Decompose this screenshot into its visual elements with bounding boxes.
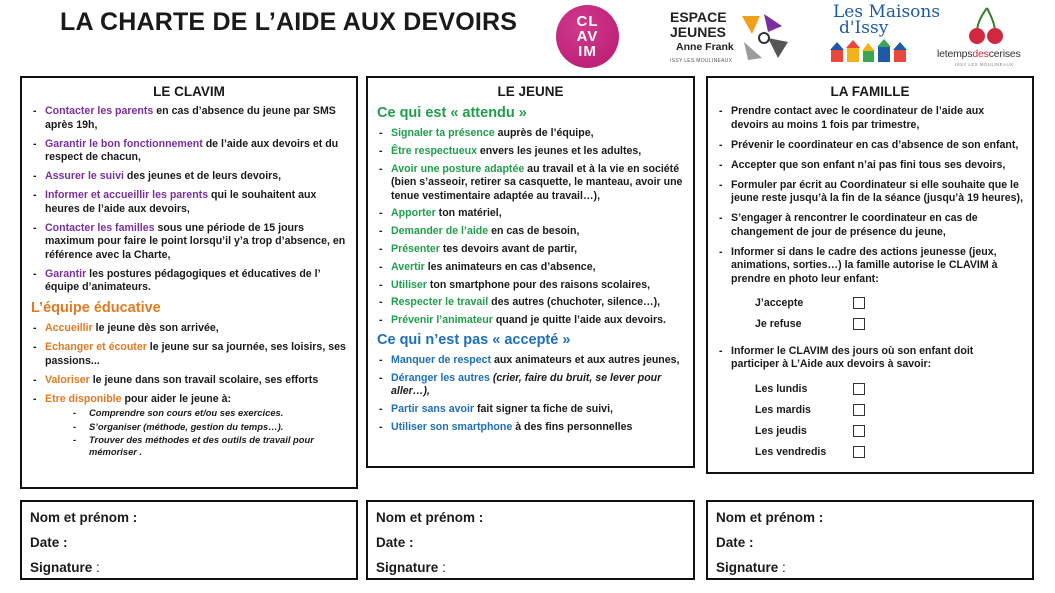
logo-text: ESPACE <box>670 9 727 25</box>
famille-panel <box>706 76 1034 474</box>
clavim-list <box>22 105 356 295</box>
list-item: - Manquer de respect aux animateurs et aux autres jeunes, <box>379 353 680 366</box>
list-item: - Etre disponible pour aider le jeune à: - Comprendre son cours et/ou ses exercices. - S’organiser (méthode, gestion du temps…). - Trouver des méthodes et des outils de travail pour mémoriser . <box>33 393 348 458</box>
list-item: - Signaler ta présence auprès de l’équipe, <box>379 127 594 139</box>
list-item: - Formuler par écrit au Coordinateur si elle souhaite que le jeune reste jusqu’à la fin de la séance (jusqu’à 19 heures), <box>719 178 1024 204</box>
list-item: - Garantir les postures pédagogiques et éducatives de l’ équipe d’animateurs. <box>33 267 320 293</box>
list-item: - Contacter les familles sous une période de 15 jours maximum pour faire le point lorsqu’il y’a trop d’absence, en référence avec la Charte, <box>33 221 346 261</box>
list-item: - Présenter tes devoirs avant de partir, <box>379 242 578 255</box>
nom-prenom-field[interactable]: Nom et prénom : <box>716 510 824 525</box>
list-item: - Informer si dans le cadre des actions jeunesse (jeux, animations, sorties…) la famille autorise le CLAVIM à prendre en photo leur enfant: <box>719 245 998 285</box>
list-item: - Prendre contact avec le coordinateur de l’aide aux devoirs au moins 1 fois par trimestre, <box>719 105 985 131</box>
clavim-panel <box>20 76 358 489</box>
list-item: - Respecter le travail des autres (chuchoter, silence…), <box>379 296 661 309</box>
list-item: - Echanger et écouter le jeune sur sa journée, ses loisirs, ses passions... <box>33 341 346 367</box>
nom-prenom-field[interactable]: Nom et prénom : <box>30 510 138 525</box>
jours-list <box>708 345 1032 372</box>
option-label: Les vendredis <box>755 445 827 458</box>
list-item: - Prévenir l’animateur quand je quitte l’aide aux devoirs. <box>379 314 666 327</box>
logo-text: ISSY LES MOULINEAUX <box>670 58 733 64</box>
signature-field[interactable]: Signature : <box>30 560 100 575</box>
signature-box-clavim <box>20 500 358 580</box>
option-lundis <box>708 378 1032 399</box>
option-label: Les lundis <box>755 382 808 395</box>
logo-text: letempsdescerises <box>937 48 1021 60</box>
houses-icon <box>829 38 911 66</box>
attendu-title: Ce qui est « attendu » <box>377 105 527 121</box>
signature-box-jeune <box>366 500 695 580</box>
list-item: - Avertir les animateurs en cas d’absence, <box>379 260 596 273</box>
temps-des-cerises-logo <box>937 4 1047 68</box>
panel-header: LA FAMILLE <box>830 84 910 99</box>
option-label: Je refuse <box>755 318 802 330</box>
clavim-logo <box>556 5 619 68</box>
list-item: - Prévenir le coordinateur en cas d’absence de son enfant, <box>719 138 1019 151</box>
sub-item: - Trouver des méthodes et des outils de travail pour mémoriser . <box>73 434 314 457</box>
attendu-list <box>368 127 693 328</box>
arrows-icon <box>738 12 792 62</box>
option-refuse <box>708 314 1032 335</box>
mardis-checkbox[interactable] <box>853 404 865 416</box>
list-item: - Demander de l’aide en cas de besoin, <box>379 225 580 238</box>
option-label: J’accepte <box>755 297 804 309</box>
logo-text: JEUNES <box>670 24 727 40</box>
list-item: - Garantir le bon fonctionnement de l’aide aux devoirs et du respect de chacun, <box>33 137 339 163</box>
page-title: LA CHARTE DE L’AIDE AUX DEVOIRS <box>60 8 518 36</box>
logo-text: AV <box>576 28 599 45</box>
list-item: - Informer et accueillir les parents qui le souhaitent aux heures de l’aide aux devoirs, <box>33 189 317 215</box>
list-item: - S’engager à rencontrer le coordinateur en cas de changement de jour de présence du jeune, <box>719 212 978 238</box>
list-item: - Avoir une posture adaptée au travail et à la vie en société (bien s’asseoir, retirer sa casquette, le manteau, avoir une tenue vestimentaire adaptée au travail…), <box>379 162 683 202</box>
signature-field[interactable]: Signature : <box>716 560 786 575</box>
maisons-issy-logo <box>829 2 941 66</box>
list-item: - Accepter que son enfant n’ai pas fini tous ses devoirs, <box>719 158 1006 171</box>
list-item: - Utiliser son smartphone à des fins personnelles <box>379 420 633 433</box>
list-item: - Partir sans avoir fait signer ta fiche de suivi, <box>379 403 613 416</box>
logo-text: d'Issy <box>839 18 889 38</box>
panel-header: LE CLAVIM <box>153 84 225 99</box>
equipe-title: L’équipe éducative <box>31 300 161 316</box>
list-item: - Être respectueux envers les jeunes et les adultes, <box>379 144 642 157</box>
logo-text: Les Maisons <box>833 2 941 22</box>
equipe-list <box>22 322 356 457</box>
list-item: - Accueillir le jeune dès son arrivée, <box>33 322 219 334</box>
jeune-panel <box>366 76 695 468</box>
option-mardis <box>708 399 1032 420</box>
nom-prenom-field[interactable]: Nom et prénom : <box>376 510 484 525</box>
option-jeudis <box>708 420 1032 441</box>
list-item: - Valoriser le jeune dans son travail scolaire, ses efforts <box>33 373 319 386</box>
option-label: Les jeudis <box>755 424 807 437</box>
list-item: - Utiliser ton smartphone pour des raisons scolaires, <box>379 278 651 291</box>
sub-item: - Comprendre son cours et/ou ses exercices. <box>73 407 284 418</box>
signature-field[interactable]: Signature : <box>376 560 446 575</box>
refuse-checkbox[interactable] <box>853 318 865 330</box>
accepte-list <box>368 354 693 434</box>
sub-item: - S’organiser (méthode, gestion du temps…). <box>73 420 284 432</box>
option-accepte <box>708 293 1032 314</box>
espace-jeunes-logo <box>670 8 795 66</box>
jeudis-checkbox[interactable] <box>853 425 865 437</box>
list-item: - Assurer le suivi des jeunes et de leurs devoirs, <box>33 170 282 182</box>
list-item: - Contacter les parents en cas d’absence du jeune par SMS après 19h, <box>33 105 336 131</box>
panel-header: LE JEUNE <box>497 84 564 99</box>
cherries-icon <box>965 4 1009 46</box>
sub-list <box>45 407 348 457</box>
list-item: - Informer le CLAVIM des jours où son enfant doit participer à L’Aide aux devoirs à savoir: <box>719 344 974 370</box>
date-field[interactable]: Date : <box>376 535 414 550</box>
famille-list <box>708 105 1032 286</box>
accepte-title: Ce qui n’est pas « accepté » <box>377 331 571 348</box>
date-field[interactable]: Date : <box>30 535 68 550</box>
logo-text: Anne Frank <box>676 41 734 53</box>
logo-text: CL <box>576 13 599 30</box>
vendredis-checkbox[interactable] <box>853 446 865 458</box>
list-item: - Apporter ton matériel, <box>379 207 502 220</box>
option-label: Les mardis <box>755 403 811 416</box>
logo-text: IM <box>578 43 597 60</box>
lundis-checkbox[interactable] <box>853 383 865 395</box>
list-item: - Déranger les autres (crier, faire du bruit, se lever pour aller…), <box>379 371 662 398</box>
option-vendredis <box>708 441 1032 462</box>
signature-box-famille <box>706 500 1034 580</box>
accepte-checkbox[interactable] <box>853 297 865 309</box>
logo-text: ISSY LES MOULINEAUX <box>955 62 1014 67</box>
date-field[interactable]: Date : <box>716 535 754 550</box>
